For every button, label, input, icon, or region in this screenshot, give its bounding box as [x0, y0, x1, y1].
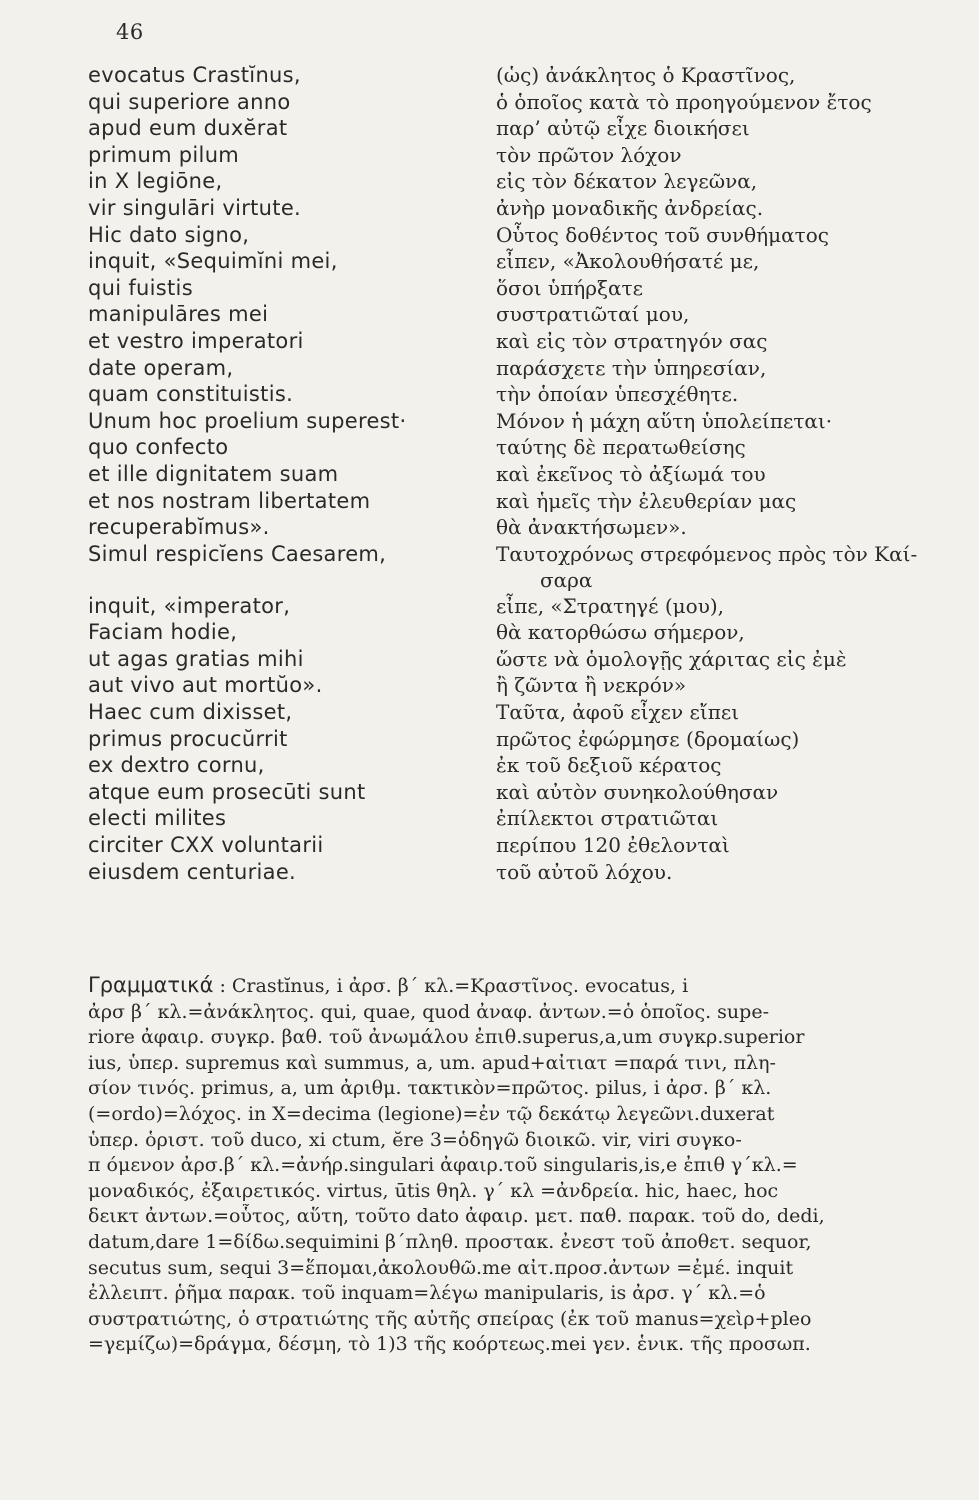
- grammar-line-text: συστρατιώτης, ὁ στρατιώτης τῆς αὐτῆς σπείρας (ἐκ τοῦ manus=χεὶρ+pleo: [88, 1307, 812, 1330]
- greek-line: [496, 328, 973, 354]
- latin-line: aut vivo aut mortŭo».: [88, 673, 323, 698]
- greek-line: [496, 646, 973, 672]
- latin-line: Hic dato signo,: [88, 222, 250, 247]
- greek-line-text: ὁ ὁποῖος κατὰ τὸ προηγούμενον ἔτος: [496, 89, 872, 114]
- greek-line: [496, 381, 973, 407]
- latin-line: Simul respicĭens Caesarem,: [88, 541, 387, 566]
- text-row: [88, 859, 973, 886]
- latin-line: quo confecto: [88, 435, 229, 460]
- greek-line-text: εἶπε, «Στρατηγέ (μου),: [496, 593, 725, 618]
- greek-line-text: Ταυτοχρόνως στρεφόμενος πρὸς τὸν Καί-: [496, 541, 918, 566]
- greek-line: [496, 672, 973, 698]
- grammar-line-text: σίον τινός. primus, a, um ἀριθμ. τακτικὸν=πρῶτος. pilus, i ἀρσ. β΄ κλ.: [88, 1077, 772, 1100]
- latin-line: apud eum duxĕrat: [88, 116, 288, 141]
- greek-line-text: θὰ ἀνακτήσωμεν».: [496, 515, 687, 540]
- greek-line: [496, 461, 973, 487]
- greek-line-text: τοῦ αὐτοῦ λόχου.: [496, 859, 673, 884]
- grammar-line: [88, 1204, 973, 1230]
- greek-line: [496, 488, 973, 514]
- text-row: [88, 434, 973, 461]
- greek-line: [496, 248, 973, 274]
- grammar-heading: Γραμματικά: [88, 973, 214, 997]
- text-row: [88, 832, 973, 859]
- greek-line-text: ἀνὴρ μοναδικῆς ἀνδρείας.: [496, 195, 764, 220]
- greek-line: [496, 195, 973, 221]
- latin-line: eiusdem centuriae.: [88, 859, 297, 884]
- latin-line: electi milites: [88, 806, 227, 831]
- grammar-line-text: datum,dare 1=δίδω.sequimini β΄πληθ. προστακ. ἐνεστ τοῦ ἀποθετ. sequor,: [88, 1230, 812, 1253]
- latin-line: inquit, «Sequimĭni mei,: [88, 249, 338, 274]
- greek-line-continuation: σαρα: [540, 567, 593, 592]
- greek-line-text: ὅσοι ὑπήρξατε: [496, 275, 643, 300]
- text-row: [88, 726, 973, 753]
- page-number: 46: [116, 20, 144, 44]
- text-row: [88, 248, 973, 275]
- greek-line-text: εἶπεν, «Ἀκολουθήσατέ με,: [496, 249, 760, 274]
- greek-line-text: καὶ εἰς τὸν στρατηγόν σας: [496, 328, 768, 353]
- text-row: [88, 699, 973, 726]
- text-row: [88, 328, 973, 355]
- greek-line-text: (ὡς) ἀνάκλητος ὁ Κραστῖνος,: [496, 63, 796, 87]
- greek-line: [496, 62, 973, 88]
- text-row: [88, 619, 973, 646]
- text-row: [88, 646, 973, 673]
- text-row: [88, 805, 973, 832]
- greek-line: [496, 699, 973, 725]
- text-row: [88, 115, 973, 142]
- text-row: [88, 168, 973, 195]
- text-row: [88, 408, 973, 435]
- greek-line-text: τὸν πρῶτον λόχον: [496, 142, 682, 167]
- greek-line-text: τὴν ὁποίαν ὑπεσχέθητε.: [496, 382, 739, 407]
- latin-line: Faciam hodie,: [88, 620, 238, 645]
- grammar-line: [88, 1281, 973, 1307]
- grammar-line-text: =γεμίζω)=δράγμα, δέσμη, τὸ 1)3 τῆς κοόρτεως.mei γεν. ἑνικ. τῆς προσωπ.: [88, 1333, 811, 1356]
- latin-line: manipulāres mei: [88, 302, 269, 327]
- grammar-notes: [88, 973, 973, 1358]
- text-row: [88, 514, 973, 541]
- greek-line-text: ἐπίλεκτοι στρατιῶται: [496, 806, 719, 831]
- parallel-text: [88, 62, 973, 885]
- grammar-line: [88, 1179, 973, 1205]
- greek-line: [496, 355, 973, 381]
- grammar-line: [88, 1051, 973, 1077]
- grammar-line-text: : Crastĭnus, i ἀρσ. β΄ κλ.=Κραστῖνος. evocatus, i: [213, 975, 689, 997]
- latin-line: atque eum prosecūti sunt: [88, 779, 366, 804]
- greek-line: [496, 541, 973, 593]
- grammar-line: [88, 1025, 973, 1051]
- grammar-line-text: ἐλλειπτ. ῥῆμα παρακ. τοῦ inquam=λέγω manipularis, is ἀρσ. γ΄ κλ.=ὁ: [88, 1282, 766, 1305]
- text-row: [88, 355, 973, 382]
- latin-line: qui superiore anno: [88, 89, 291, 114]
- text-row: [88, 381, 973, 408]
- greek-line: [496, 619, 973, 645]
- text-row: [88, 779, 973, 806]
- latin-line: in X legiōne,: [88, 169, 223, 194]
- grammar-line-text: π όμενον ἀρσ.β΄ κλ.=ἀνήρ.singulari ἀφαιρ.τοῦ singularis,is,e ἐπιθ γ΄κλ.=: [88, 1154, 798, 1177]
- greek-line: [496, 859, 973, 885]
- greek-line: [496, 832, 973, 858]
- greek-line: [496, 726, 973, 752]
- latin-line: et ille dignitatem suam: [88, 461, 339, 486]
- greek-line: [496, 752, 973, 778]
- latin-line: qui fuistis: [88, 275, 193, 300]
- greek-line-text: ἐκ τοῦ δεξιοῦ κέρατος: [496, 753, 722, 778]
- text-row: [88, 672, 973, 699]
- grammar-line-text: ius, ὑπερ. supremus καὶ summus, a, um. apud+αἰτιατ =παρά τινι, πλη-: [88, 1051, 776, 1074]
- text-row: [88, 142, 973, 169]
- grammar-line-text: riore ἀφαιρ. συγκρ. βαθ. τοῦ ἀνωμάλου ἐπιθ.superus,a,um συγκρ.superior: [88, 1026, 805, 1049]
- greek-line-text: ἢ ζῶντα ἢ νεκρόν»: [496, 673, 687, 698]
- text-row: [88, 461, 973, 488]
- grammar-line: [88, 1256, 973, 1282]
- text-row: [88, 752, 973, 779]
- greek-line: [496, 142, 973, 168]
- grammar-line-text: secutus sum, sequi 3=ἕπομαι,ἀκολουθῶ.me αἰτ.προσ.ἀντων =ἐμέ. inquit: [88, 1256, 794, 1279]
- greek-line: [496, 593, 973, 619]
- greek-line-text: περίπου 120 ἐθελονταὶ: [496, 833, 730, 858]
- latin-line: recuperabĭmus».: [88, 515, 270, 540]
- text-row: [88, 195, 973, 222]
- grammar-line: [88, 1076, 973, 1102]
- greek-line-text: Οὗτος δοθέντος τοῦ συνθήματος: [496, 222, 829, 247]
- text-row: [88, 593, 973, 620]
- text-row: [88, 89, 973, 116]
- latin-line: et vestro imperatori: [88, 328, 304, 353]
- grammar-line-text: ὑπερ. ὁριστ. τοῦ duco, xi ctum, ĕre 3=ὁδηγῶ διοικῶ. vir, viri συγκο-: [88, 1128, 742, 1151]
- greek-line: [496, 514, 973, 540]
- greek-line: [496, 805, 973, 831]
- greek-line-text: συστρατιῶταί μου,: [496, 302, 690, 327]
- greek-line: [496, 222, 973, 248]
- latin-line: primum pilum: [88, 142, 240, 167]
- grammar-line-text: δεικτ ἀντων.=οὗτος, αὕτη, τοῦτο dato ἀφαιρ. μετ. παθ. παρακ. τοῦ do, dedi,: [88, 1205, 825, 1228]
- latin-line: et nos nostram libertatem: [88, 488, 371, 513]
- grammar-line: [88, 1000, 973, 1026]
- grammar-line: [88, 1102, 973, 1128]
- latin-line: vir singulāri virtute.: [88, 195, 302, 220]
- grammar-line: [88, 1153, 973, 1179]
- latin-line: ex dextro cornu,: [88, 753, 265, 778]
- greek-line-text: πρῶτος ἐφώρμησε (δρομαίως): [496, 726, 800, 751]
- greek-line-text: ὥστε νὰ ὁμολογῇς χάριτας εἰς ἐμὲ: [496, 646, 847, 671]
- text-row: [88, 62, 973, 89]
- greek-line: [496, 408, 973, 434]
- latin-line: quam constituistis.: [88, 382, 294, 407]
- text-row: [88, 275, 973, 302]
- greek-line: [496, 275, 973, 301]
- grammar-line: [88, 1307, 973, 1333]
- greek-line-text: Μόνον ἡ μάχη αὕτη ὑπολείπεται·: [496, 408, 833, 433]
- latin-line: evocatus Crastĭnus,: [88, 63, 301, 87]
- greek-line: [496, 434, 973, 460]
- grammar-line: [88, 973, 973, 1000]
- text-row: [88, 541, 973, 593]
- text-row: [88, 222, 973, 249]
- latin-line: ut agas gratias mihi: [88, 646, 304, 671]
- grammar-line: [88, 1230, 973, 1256]
- greek-line-text: καὶ αὐτὸν συνηκολούθησαν: [496, 779, 779, 804]
- grammar-line: [88, 1332, 973, 1358]
- latin-line: Unum hoc proelium superest·: [88, 408, 407, 433]
- greek-line: [496, 89, 973, 115]
- grammar-line-text: (=ordo)=λόχος. in X=decima (legione)=ἐν τῷ δεκάτῳ λεγεῶνι.duxerat: [88, 1102, 775, 1125]
- greek-line-text: εἰς τὸν δέκατον λεγεῶνα,: [496, 169, 758, 194]
- greek-line: [496, 168, 973, 194]
- greek-line-text: ταύτης δὲ περατωθείσης: [496, 435, 746, 460]
- greek-line: [496, 115, 973, 141]
- greek-line: [496, 301, 973, 327]
- greek-line-text: παράσχετε τὴν ὑπηρεσίαν,: [496, 355, 767, 380]
- latin-line: primus procucŭrrit: [88, 726, 288, 751]
- grammar-line-text: ἀρσ β΄ κλ.=ἀνάκλητος. qui, quae, quod ἀναφ. ἀντων.=ὁ ὁποῖος. supe-: [88, 1000, 769, 1023]
- greek-line-text: καὶ ἐκεῖνος τὸ ἀξίωμά του: [496, 461, 766, 486]
- grammar-line: [88, 1128, 973, 1154]
- text-row: [88, 488, 973, 515]
- latin-line: inquit, «imperator,: [88, 593, 291, 618]
- latin-line: date operam,: [88, 355, 234, 380]
- grammar-line-text: μοναδικός, ἐξαιρετικός. virtus, ūtis θηλ. γ΄ κλ =ἀνδρεία. hic, haec, hoc: [88, 1179, 779, 1202]
- greek-line-text: θὰ κατορθώσω σήμερον,: [496, 620, 745, 645]
- text-row: [88, 301, 973, 328]
- greek-line: [496, 779, 973, 805]
- greek-line-text: παρ’ αὐτῷ εἶχε διοικήσει: [496, 116, 750, 141]
- latin-line: circiter CXX voluntarii: [88, 833, 324, 858]
- latin-line: Haec cum dixisset,: [88, 700, 293, 725]
- greek-line-text: Ταῦτα, ἀφοῦ εἶχεν εἴπει: [496, 700, 740, 725]
- greek-line-text: καὶ ἡμεῖς τὴν ἐλευθερίαν μας: [496, 488, 797, 513]
